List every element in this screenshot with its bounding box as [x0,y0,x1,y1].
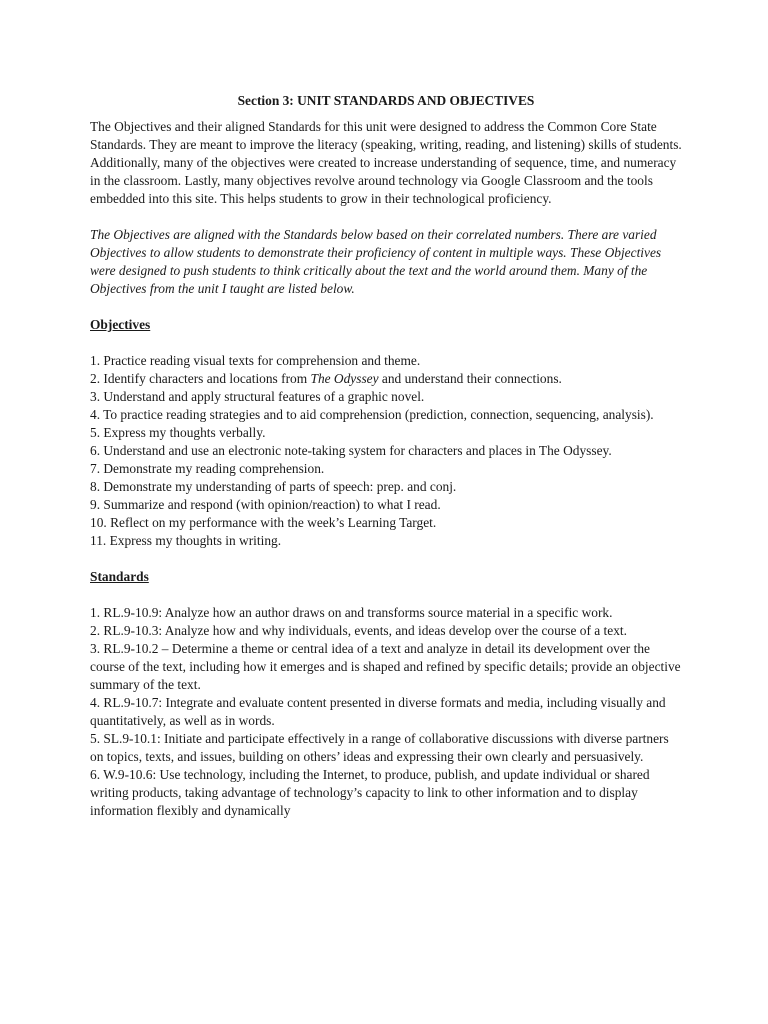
list-item: 10. Reflect on my performance with the week’s Learning Target. [90,515,437,530]
section-title: Section 3: UNIT STANDARDS AND OBJECTIVES [237,93,535,108]
list-item: 6. W.9-10.6: Use technology, including the Internet, to produce, publish, and update individual or shared writing products, taking advantage of technology’s capacity to link to other information and to display information flexibly and dynamically [90,767,650,818]
list-item: 2. RL.9-10.3: Analyze how and why individuals, events, and ideas develop over the course of a text. [90,623,627,638]
list-item: 1. Practice reading visual texts for comprehension and theme. [90,353,421,368]
list-item: 5. Express my thoughts verbally. [90,425,266,440]
list-item: 4. To practice reading strategies and to aid comprehension (prediction, connection, sequencing, analysis). [90,407,654,422]
list-item: 8. Demonstrate my understanding of parts of speech: prep. and conj. [90,479,457,494]
objectives-list [90,352,682,550]
list-item: 9. Summarize and respond (with opinion/reaction) to what I read. [90,497,441,512]
list-item: 6. Understand and use an electronic note-taking system for characters and places in The Odyssey. [90,443,612,458]
list-item: 4. RL.9-10.7: Integrate and evaluate content presented in diverse formats and media, including visually and quantitatively, as well as in words. [90,695,666,728]
list-item: 3. Understand and apply structural features of a graphic novel. [90,389,425,404]
list-item: 1. RL.9-10.9: Analyze how an author draws on and transforms source material in a specific work. [90,605,613,620]
list-item: 7. Demonstrate my reading comprehension. [90,461,325,476]
list-item: 5. SL.9-10.1: Initiate and participate effectively in a range of collaborative discussions with diverse partners on topics, texts, and issues, building on others’ ideas and expressing their own clearly and persuasively. [90,731,669,764]
list-item: 3. RL.9-10.2 – Determine a theme or central idea of a text and analyze in detail its development over the course of the text, including how it emerges and is shaped and refined by specific details; provide an objective summary of the text. [90,641,681,692]
list-item: 11. Express my thoughts in writing. [90,533,282,548]
list-item-text: 2. Identify characters and locations from [90,371,311,386]
alignment-paragraph: The Objectives are aligned with the Standards below based on their correlated numbers. There are varied Objectives to allow students to demonstrate their proficiency of content in multiple ways. These Objectives were designed to push students to think critically about the text and the world around them. Many of the Objectives from the unit I taught are listed below. [90,227,662,296]
objectives-heading: Objectives [90,317,151,332]
book-title: The Odyssey [310,371,379,386]
list-item-text: and understand their connections. [378,371,562,386]
intro-paragraph: The Objectives and their aligned Standards for this unit were designed to address the Common Core State Standards. They are meant to improve the literacy (speaking, writing, reading, and listening) skills of students. Additionally, many of the objectives were created to increase understanding of sequence, time, and numeracy in the classroom. Lastly, many objectives revolve around technology via Google Classroom and the tools embedded into this site. This helps students to grow in their technological proficiency. [90,119,682,206]
document-page [90,90,682,838]
standards-heading: Standards [90,569,149,584]
standards-list [90,604,682,820]
list-item [90,370,682,388]
